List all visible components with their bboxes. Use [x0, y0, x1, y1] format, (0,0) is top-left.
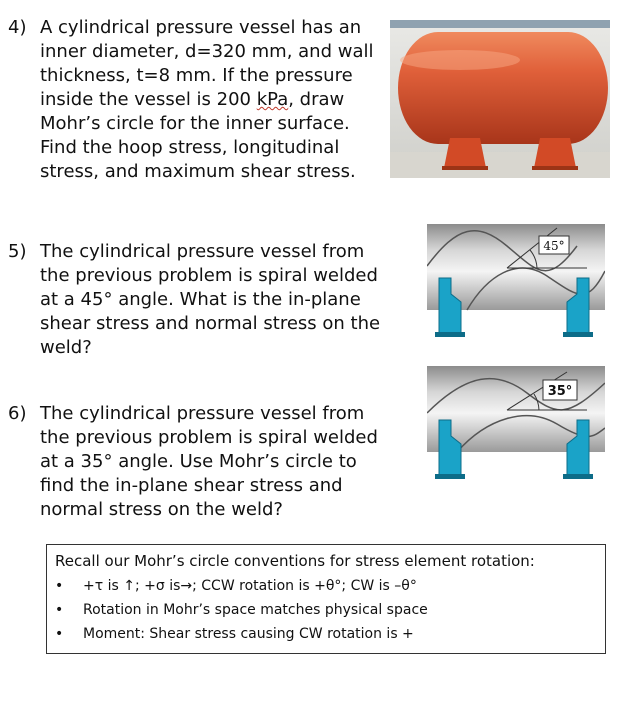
problem-line: normal stress on the weld?: [40, 499, 283, 520]
spiral-weld-35-figure: [427, 358, 605, 481]
problem-line: at a 45° angle. What is the in-plane: [40, 289, 361, 310]
problem-line: stress, and maximum shear stress.: [40, 161, 356, 182]
problem-line: The cylindrical pressure vessel from: [40, 403, 365, 424]
problem-line: thickness, t=8 mm. If the pressure: [40, 65, 353, 86]
problem-line: Find the hoop stress, longitudinal: [40, 137, 340, 158]
problem-line: weld?: [40, 337, 92, 358]
problem-text: [40, 240, 380, 360]
pressure-vessel-photo: [390, 20, 610, 178]
problem-text: [40, 16, 374, 184]
recall-bullet: [55, 578, 417, 594]
problem-line: find the in-plane shear stress and: [40, 475, 343, 496]
problem-line: [40, 88, 374, 112]
problem-number: 4): [8, 17, 27, 38]
recall-title: Recall our Mohr’s circle conventions for stress element rotation:: [55, 552, 535, 570]
recall-bullet: [55, 602, 428, 618]
angle-label-45: 45°: [543, 239, 565, 253]
unit-kpa: kPa: [256, 89, 289, 110]
problem-line: the previous problem is spiral welded: [40, 427, 378, 448]
bullet-text: Moment: Shear stress causing CW rotation is +: [83, 626, 414, 642]
angle-label-35: 35°: [547, 384, 573, 399]
bullet-dot: •: [55, 578, 64, 594]
recall-conventions-box: [46, 544, 606, 654]
problem-line: A cylindrical pressure vessel has an: [40, 17, 362, 38]
problem-text: [40, 402, 378, 522]
problem-line: shear stress and normal stress on the: [40, 313, 381, 334]
recall-bullet: [55, 626, 414, 642]
line-end: , draw: [288, 89, 345, 110]
problem-line: Mohr’s circle for the inner surface.: [40, 113, 350, 134]
spiral-weld-45-figure: [427, 216, 605, 339]
problem-line: inner diameter, d=320 mm, and wall: [40, 41, 374, 62]
problem-line: the previous problem is spiral welded: [40, 265, 378, 286]
bullet-dot: •: [55, 602, 64, 618]
bullet-text: Rotation in Mohr’s space matches physical space: [83, 602, 428, 618]
bullet-dot: •: [55, 626, 64, 642]
problem-line: at a 35° angle. Use Mohr’s circle to: [40, 451, 357, 472]
problem-line: The cylindrical pressure vessel from: [40, 241, 365, 262]
line-start: inside the vessel is 200: [40, 89, 257, 110]
problem-number: 6): [8, 403, 27, 424]
bullet-text: +τ is ↑; +σ is→; CCW rotation is +θ°; CW is –θ°: [83, 578, 417, 594]
problem-number: 5): [8, 241, 27, 262]
